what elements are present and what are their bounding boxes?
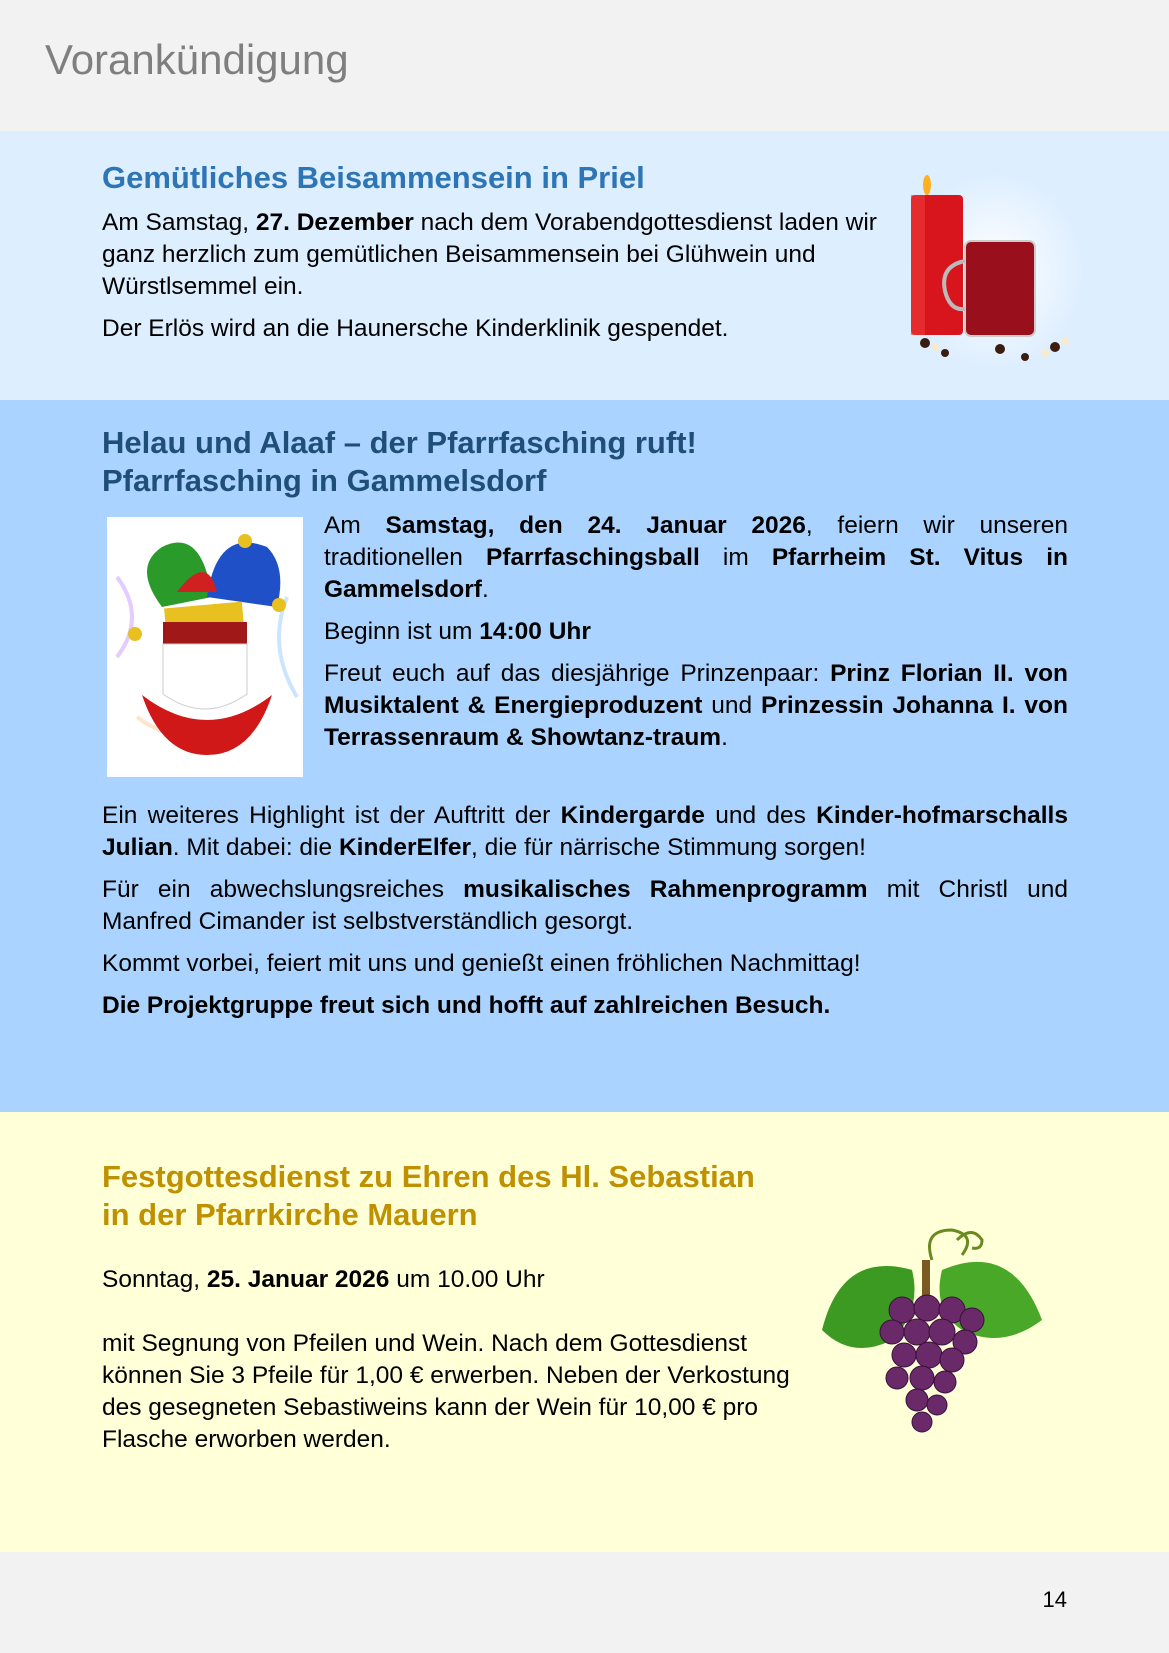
text: Beginn ist um xyxy=(324,618,480,645)
text: , feiern wir unseren traditionellen xyxy=(324,512,1068,571)
text: um 10.00 Uhr xyxy=(389,1266,545,1293)
paragraph xyxy=(324,658,1068,754)
bold-text: Prinz Florian II. von Musiktalent & Energieproduzent xyxy=(324,660,1068,719)
text: Am Samstag, xyxy=(102,209,256,236)
section-body xyxy=(102,207,882,355)
section-body xyxy=(102,1264,802,1488)
text: . Mit dabei: die xyxy=(172,834,339,861)
text: . xyxy=(721,724,728,751)
text: Sonntag, xyxy=(102,1266,207,1293)
text: , die für närrische Stimmung sorgen! xyxy=(471,834,866,861)
paragraph xyxy=(102,800,1068,864)
page-title: Vorankündigung xyxy=(45,36,349,83)
bold-text: Samstag, den 24. Januar 2026 xyxy=(385,512,806,539)
bold-text: Pfarrheim St. Vitus in Gammelsdorf xyxy=(324,544,1068,603)
paragraph xyxy=(102,990,1068,1022)
text: und xyxy=(702,692,761,719)
text: Freut euch auf das diesjährige Prinzenpaar: xyxy=(324,660,831,687)
grapes-image xyxy=(822,1220,1062,1450)
paragraph xyxy=(102,948,1068,980)
bold-text: musikalisches Rahmenprogramm xyxy=(463,876,868,903)
text: mit Christl und Manfred Cimander ist selbstverständlich gesorgt. xyxy=(102,876,1068,935)
text: Kommt vorbei, feiert mit uns und genießt einen fröhlichen Nachmittag! xyxy=(102,950,861,977)
section-heading: Gemütliches Beisammensein in Priel xyxy=(102,160,645,195)
text: Für ein abwechslungsreiches xyxy=(102,876,464,903)
text: und des xyxy=(704,802,817,829)
section-heading xyxy=(102,1158,755,1234)
text: im xyxy=(699,544,772,571)
paragraph xyxy=(102,1328,802,1456)
candle-gluehwein-image xyxy=(905,171,1085,371)
paragraph xyxy=(102,313,882,345)
text: . xyxy=(481,576,489,603)
event-details xyxy=(324,510,1068,764)
bold-text: Kindergarde xyxy=(560,802,705,829)
bold-text: 27. Dezember xyxy=(255,209,414,236)
text: nach dem Vorabendgottesdienst laden wir ganz herzlich zum gemütlichen Beisammensein bei Glühwein und Würstlsemmel ein. xyxy=(102,209,877,300)
bold-text: Kinder-hofmarschalls Julian xyxy=(102,802,1068,861)
text: Ein weiteres Highlight ist der Auftritt der xyxy=(102,802,561,829)
heading-line-1: Helau und Alaaf – der Pfarrfasching ruft! xyxy=(102,425,697,460)
text: mit Segnung von Pfeilen und Wein. Nach dem Gottesdienst können Sie 3 Pfeile für 1,00 € erwerben. Neben der Verkostung des gesegneten Sebastiweins kann der Wein für 10,00 € pro Flasche erworben werden. xyxy=(102,1330,790,1453)
jester-image xyxy=(107,517,303,777)
heading-line-2: in der Pfarrkirche Mauern xyxy=(102,1197,478,1232)
bold-text: Pfarrfaschingsball xyxy=(486,544,700,571)
page-number: 14 xyxy=(1042,1587,1067,1612)
paragraph xyxy=(324,616,1068,648)
section-gemuetliches-beisammensein xyxy=(0,131,1169,400)
text: Der Erlös wird an die Haunersche Kinderklinik gespendet. xyxy=(102,315,729,342)
bold-text: 14:00 Uhr xyxy=(479,618,591,645)
heading-line-2: Pfarrfasching in Gammelsdorf xyxy=(102,463,547,498)
event-description xyxy=(102,800,1068,1032)
paragraph xyxy=(102,1264,802,1296)
paragraph xyxy=(102,207,882,303)
section-pfarrfasching xyxy=(0,400,1169,1112)
paragraph xyxy=(324,510,1068,606)
text: Am xyxy=(324,512,386,539)
bold-text: Prinzessin Johanna I. von Terrassenraum & Showtanz-traum xyxy=(324,692,1068,751)
paragraph xyxy=(102,874,1068,938)
bold-text: 25. Januar 2026 xyxy=(206,1266,390,1293)
section-festgottesdienst xyxy=(0,1112,1169,1552)
bold-text: Die Projektgruppe freut sich und hofft auf zahlreichen Besuch. xyxy=(102,992,831,1019)
bold-text: KinderElfer xyxy=(338,834,471,861)
heading-line-1: Festgottesdienst zu Ehren des Hl. Sebastian xyxy=(102,1159,755,1194)
section-heading xyxy=(102,424,697,500)
